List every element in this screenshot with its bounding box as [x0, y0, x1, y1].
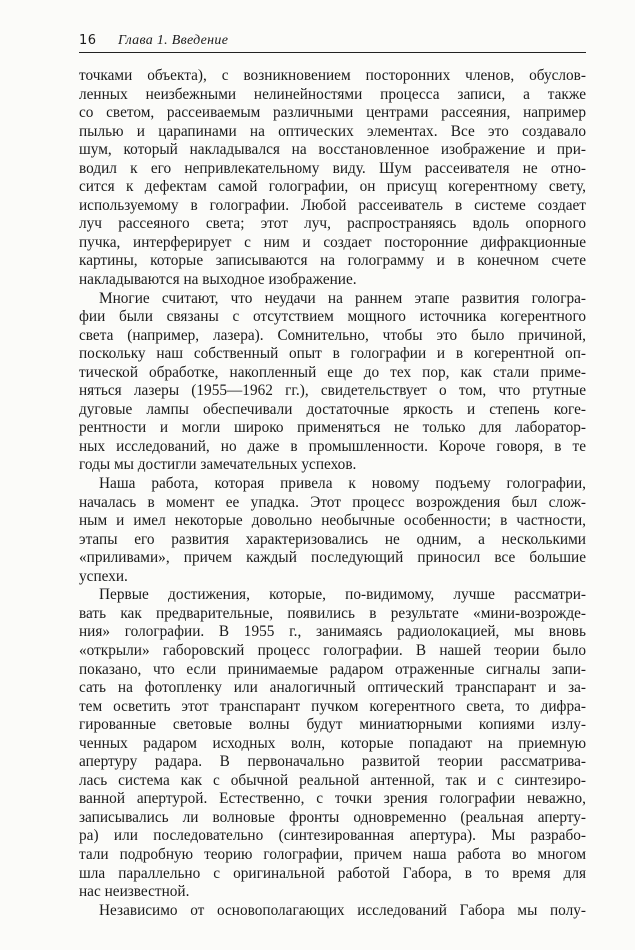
running-header — [79, 33, 586, 53]
text-line: поскольку наш собственный опыт в голографии и в когерентной оп- — [79, 345, 586, 363]
text-line: накладываются на выходное изображение. — [79, 271, 357, 289]
text-line: рентности и могли широко применяться не только для лаборатор- — [79, 419, 586, 437]
text-line: пучка, интерферирует с ним и создает посторонние дифракционные — [79, 233, 586, 251]
text-line: сать на фотопленку или аналогичный оптический транспарант и за- — [79, 679, 586, 697]
paragraph-4 — [79, 586, 586, 901]
paragraph-1 — [79, 67, 586, 290]
text-line: успехи. — [79, 567, 128, 585]
text-line: Первые достижения, которые, по-видимому, лучше рассматри- — [99, 586, 586, 604]
text-line: света (например, лазера). Сомнительно, чтобы это было причиной, — [79, 326, 586, 344]
text-line: этапы его развития характеризовались не одним, а несколькими — [79, 530, 586, 548]
text-line: тической обработке, накопленный еще до тех пор, как стали приме- — [79, 363, 586, 381]
text-line: шла параллельно с оригинальной работой Габора, в то время для — [79, 864, 586, 882]
text-line: годы мы достигли замечательных успехов. — [79, 456, 357, 474]
text-line: луч рассеяного света; этот луч, распространяясь вдоль опорного — [79, 215, 586, 233]
body-text — [79, 67, 586, 920]
text-line: картины, которые записываются на голограмму и в конечном счете — [79, 252, 586, 270]
text-line: тали подробную теорию голографии, причем наша работа во многом — [79, 845, 586, 863]
text-line: ных исследований, но даже в промышленности. Короче говоря, в те — [79, 437, 586, 455]
text-line: ра) или последовательно (синтезированная апертура). Мы разрабо- — [79, 827, 586, 845]
text-line: апертуру радара. В первоначально развитой теории рассматрива- — [79, 753, 586, 771]
text-line: «открыли» габоровский процесс голографии. В нашей теории было — [79, 641, 586, 659]
text-line: шум, который накладывался на восстановленное изображение и при- — [79, 141, 586, 159]
paragraph-5 — [79, 902, 586, 921]
text-line: началась в момент ее упадка. Этот процесс возрождения был слож- — [79, 493, 586, 511]
text-line: записывались ли волновые фронты одновременно (реальная аперту- — [79, 808, 586, 826]
chapter-title: Глава 1. Введение — [118, 33, 229, 48]
text-line: водил к его непривлекательному виду. Шум рассеивателя не отно- — [79, 159, 586, 177]
text-line: тем осветить этот транспарант пучком когерентного света, то дифра- — [79, 697, 586, 715]
text-line: показано, что если принимаемые радаром отраженные сигналы запи- — [79, 660, 586, 678]
text-line: точками объекта), с возникновением посторонних членов, обуслов- — [79, 67, 586, 84]
text-line: используемому в голографии. Любой рассеиватель в системе создает — [79, 196, 586, 214]
text-line: «приливами», причем каждый последующий приносил все большие — [79, 549, 586, 567]
text-line: сится к дефектам самой голографии, он присущ когерентному свету, — [79, 178, 586, 196]
text-line: фии были связаны с отсутствием мощного источника когерентного — [79, 308, 586, 326]
text-line: ным и имел некоторые довольно необычные особенности; в частности, — [79, 512, 586, 530]
text-line: ванной апертурой. Естественно, с точки зрения голографии неважно, — [79, 790, 586, 808]
text-line: пылью и царапинами на оптических элементах. Все это создавало — [79, 122, 586, 140]
text-line: няться лазеры (1955—1962 гг.), свидетельствует о том, что ртутные — [79, 382, 586, 400]
paragraph-3 — [79, 475, 586, 586]
paragraph-2 — [79, 290, 586, 475]
text-line: Наша работа, которая привела к новому подъему голографии, — [99, 475, 586, 493]
text-line: со светом, рассеиваемым различными центрами рассеяния, например — [79, 104, 586, 122]
text-line: дуговые лампы обеспечивали достаточные яркость и степень коге- — [79, 400, 586, 418]
page-number: 16 — [79, 33, 97, 48]
text-line: ния» голографии. В 1955 г., занимаясь радиолокацией, мы вновь — [79, 623, 586, 641]
text-line: вать как предварительные, появились в результате «мини-возрожде- — [79, 604, 586, 622]
text-line: лась система как с обычной реальной антенной, так и с синтезиро- — [79, 771, 586, 789]
text-line: Независимо от основополагающих исследований Габора мы полу- — [99, 901, 586, 919]
text-line: гированные световые волны будут миниатюрными копиями излу- — [79, 716, 586, 734]
text-line: ченных радаром исходных волн, которые попадают на приемную — [79, 734, 586, 752]
text-line: нас неизвестной. — [79, 883, 190, 901]
text-line: Многие считают, что неудачи на раннем этапе развития гологра- — [99, 289, 586, 307]
text-line: ленных неизбежными нелинейностями процесса записи, а также — [79, 85, 586, 103]
